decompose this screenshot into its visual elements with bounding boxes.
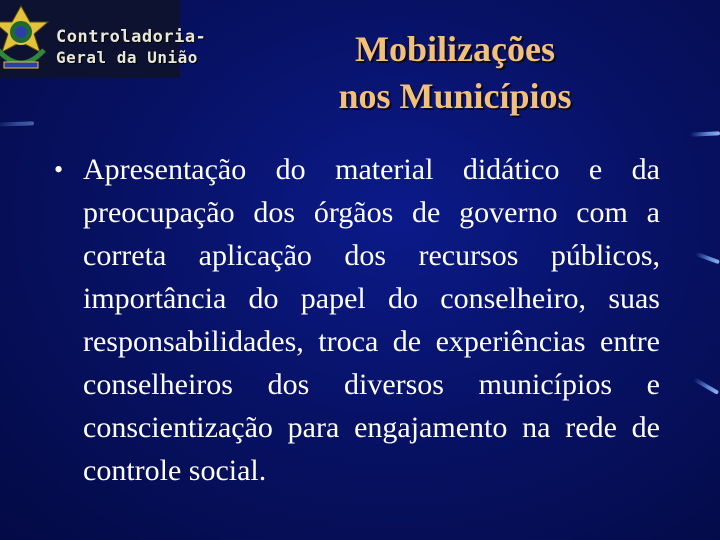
decorative-streak — [695, 252, 720, 264]
bullet-text: Apresentação do material didático e da preocupação dos órgãos de governo com a correta aplicação dos recursos públicos, importância do papel do conselheiro, suas responsabilidades, troca de experiências entre conselheiros dos diversos municípios e conscientização para engajamento na rede de controle social. — [83, 153, 660, 487]
slide-title-line1: Mobilizações — [355, 29, 555, 69]
decorative-streak — [693, 377, 719, 394]
cgu-logo — [0, 0, 207, 78]
logo-text-line1: Controladoria- — [56, 27, 207, 47]
logo-text-line2: Geral da União — [56, 48, 198, 67]
bullet-item — [54, 148, 660, 492]
slide-title — [290, 26, 620, 120]
bullet-list — [54, 148, 660, 492]
slide-title-line2: nos Municípios — [338, 76, 572, 116]
decorative-streak — [0, 121, 34, 126]
bullet-marker: • — [54, 155, 64, 184]
decorative-streak — [690, 131, 720, 137]
brasil-coat-of-arms-icon — [0, 4, 52, 78]
